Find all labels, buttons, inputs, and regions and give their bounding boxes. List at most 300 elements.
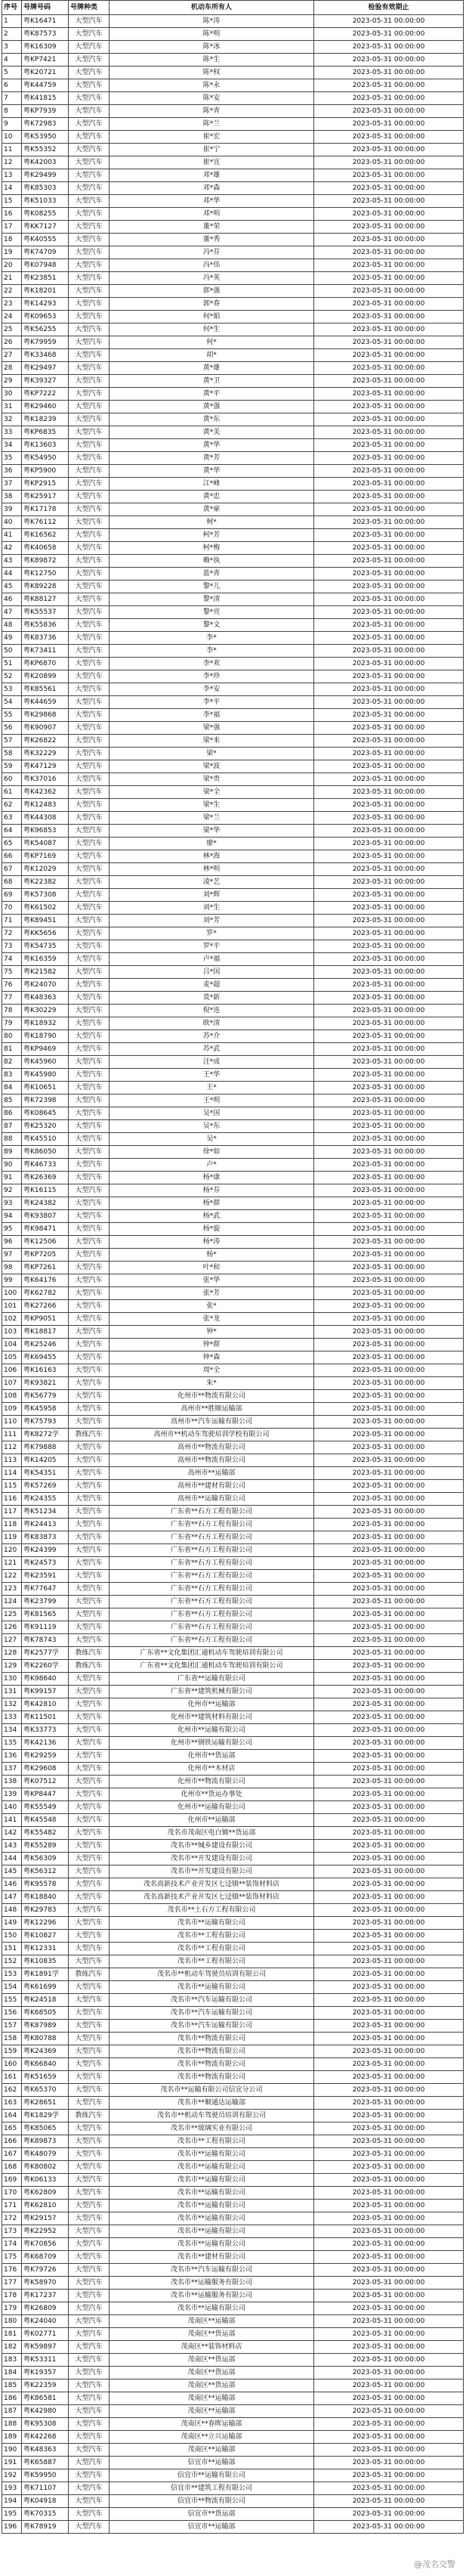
plate-number: 粤K12296 — [22, 1917, 69, 1930]
table-row — [2, 2110, 464, 2122]
table-row — [2, 786, 464, 799]
inspection-expiry: 2023-05-31 00:00:00 — [314, 1030, 464, 1043]
vehicle-owner: 吴*东 — [110, 1120, 314, 1133]
inspection-expiry: 2023-05-31 00:00:00 — [314, 1788, 464, 1801]
inspection-expiry: 2023-05-31 00:00:00 — [314, 966, 464, 979]
vehicle-owner: 化州市**运输有限公司 — [110, 1801, 314, 1814]
vehicle-owner: 茂南区**货运部 — [110, 2379, 314, 2392]
row-index: 135 — [2, 1737, 22, 1750]
vehicle-owner: 邓*森 — [110, 182, 314, 195]
plate-number: 粤K61699 — [22, 1981, 69, 1994]
plate-number: 粤K16359 — [22, 953, 69, 966]
table-row — [2, 2431, 464, 2444]
table-row — [2, 131, 464, 144]
row-index: 5 — [2, 67, 22, 79]
vehicle-owner: 茂南区**货运部 — [110, 2328, 314, 2341]
table-row — [2, 1557, 464, 1570]
plate-type: 大型汽车 — [69, 2007, 110, 2020]
vehicle-owner: 何* — [110, 336, 314, 349]
inspection-expiry: 2023-05-31 00:00:00 — [314, 2405, 464, 2418]
plate-number: 粤K79726 — [22, 2264, 69, 2277]
table-row — [2, 2521, 464, 2534]
plate-type: 大型汽车 — [69, 606, 110, 619]
plate-type: 大型汽车 — [69, 863, 110, 876]
plate-number: 粤K55289 — [22, 1840, 69, 1853]
plate-number: 粤K78919 — [22, 2521, 69, 2534]
row-index: 147 — [2, 1891, 22, 1904]
vehicle-owner: 高州市**物流有限公司 — [110, 1441, 314, 1454]
inspection-expiry: 2023-05-31 00:00:00 — [314, 1094, 464, 1107]
inspection-expiry: 2023-05-31 00:00:00 — [314, 2495, 464, 2508]
vehicle-owner: 董*秀 — [110, 234, 314, 246]
row-index: 155 — [2, 1994, 22, 2007]
row-index: 168 — [2, 2161, 22, 2174]
row-index: 62 — [2, 799, 22, 812]
table-row — [2, 2354, 464, 2367]
table-row — [2, 336, 464, 349]
plate-number: 粤K70856 — [22, 2238, 69, 2251]
vehicle-owner: 高州市**建材有限公司 — [110, 1480, 314, 1493]
plate-number: 粤K55482 — [22, 1827, 69, 1840]
row-index: 64 — [2, 825, 22, 838]
table-row — [2, 169, 464, 182]
plate-type: 大型汽车 — [69, 1030, 110, 1043]
table-row — [2, 760, 464, 773]
inspection-expiry: 2023-05-31 00:00:00 — [314, 478, 464, 491]
vehicle-owner: 茂名市**运输服务有限公司 — [110, 2290, 314, 2302]
plate-type: 教练汽车 — [69, 1647, 110, 1660]
vehicle-owner: 茂名市**物流有限公司 — [110, 2071, 314, 2084]
inspection-expiry: 2023-05-31 00:00:00 — [314, 1891, 464, 1904]
plate-number: 粤K04918 — [22, 2495, 69, 2508]
table-row — [2, 2148, 464, 2161]
table-row — [2, 118, 464, 131]
plate-number: 粤K93807 — [22, 1210, 69, 1223]
plate-number: 粤K08645 — [22, 1107, 69, 1120]
vehicle-owner: 茂名市**运输有限公司 — [110, 2302, 314, 2315]
vehicle-owner: 茂名市**建材有限公司 — [110, 2251, 314, 2264]
plate-number: 粤K89872 — [22, 555, 69, 568]
plate-type: 大型汽车 — [69, 979, 110, 992]
vehicle-owner: 梁*波 — [110, 760, 314, 773]
inspection-expiry: 2023-05-31 00:00:00 — [314, 1390, 464, 1403]
inspection-expiry: 2023-05-31 00:00:00 — [314, 683, 464, 696]
table-row — [2, 632, 464, 645]
plate-type: 大型汽车 — [69, 1416, 110, 1429]
inspection-expiry: 2023-05-31 00:00:00 — [314, 234, 464, 246]
inspection-expiry: 2023-05-31 00:00:00 — [314, 581, 464, 593]
table-row — [2, 1853, 464, 1865]
table-row — [2, 2174, 464, 2187]
plate-number: 粤K24369 — [22, 2045, 69, 2058]
plate-type: 大型汽车 — [69, 1608, 110, 1621]
vehicle-owner: 刘*辉 — [110, 889, 314, 902]
plate-number: 粤K29499 — [22, 169, 69, 182]
vehicle-owner: 广东省**石方工程有限公司 — [110, 1506, 314, 1519]
inspection-expiry: 2023-05-31 00:00:00 — [314, 1917, 464, 1930]
row-index: 133 — [2, 1711, 22, 1724]
table-row — [2, 696, 464, 709]
row-index: 96 — [2, 1236, 22, 1249]
inspection-expiry: 2023-05-31 00:00:00 — [314, 2148, 464, 2161]
table-row — [2, 915, 464, 927]
vehicle-owner: 化州市**运输部 — [110, 1814, 314, 1827]
vehicle-owner: 欧*清 — [110, 1017, 314, 1030]
plate-number: 粤KP7169 — [22, 850, 69, 863]
plate-number: 粤K2260学 — [22, 1660, 69, 1673]
plate-number: 粤KK7127 — [22, 221, 69, 234]
inspection-expiry: 2023-05-31 00:00:00 — [314, 2418, 464, 2431]
plate-number: 粤K51234 — [22, 1506, 69, 1519]
inspection-expiry: 2023-05-31 00:00:00 — [314, 1377, 464, 1390]
plate-type: 大型汽车 — [69, 1891, 110, 1904]
row-index: 95 — [2, 1223, 22, 1236]
plate-type: 大型汽车 — [69, 413, 110, 426]
inspection-expiry: 2023-05-31 00:00:00 — [314, 1493, 464, 1506]
table-row — [2, 2045, 464, 2058]
inspection-expiry: 2023-05-31 00:00:00 — [314, 992, 464, 1005]
inspection-expiry: 2023-05-31 00:00:00 — [314, 658, 464, 670]
plate-number: 粤K16562 — [22, 529, 69, 542]
plate-type: 大型汽车 — [69, 1776, 110, 1788]
plate-type: 大型汽车 — [69, 1107, 110, 1120]
plate-number: 粤K33468 — [22, 349, 69, 362]
inspection-expiry: 2023-05-31 00:00:00 — [314, 953, 464, 966]
inspection-expiry: 2023-05-31 00:00:00 — [314, 2379, 464, 2392]
plate-type: 大型汽车 — [69, 195, 110, 208]
plate-number: 粤K18239 — [22, 413, 69, 426]
plate-number: 粤K12506 — [22, 1236, 69, 1249]
plate-number: 粤K62809 — [22, 2187, 69, 2200]
inspection-expiry: 2023-05-31 00:00:00 — [314, 2431, 464, 2444]
vehicle-owner: 叶*和 — [110, 1262, 314, 1274]
plate-number: 粤K89873 — [22, 2135, 69, 2148]
table-row — [2, 1801, 464, 1814]
plate-number: 粤K12029 — [22, 863, 69, 876]
plate-type: 大型汽车 — [69, 1184, 110, 1197]
plate-number: 粤K12750 — [22, 568, 69, 581]
vehicle-owner: 陈*兰 — [110, 118, 314, 131]
inspection-expiry: 2023-05-31 00:00:00 — [314, 1403, 464, 1416]
table-row — [2, 1223, 464, 1236]
inspection-table — [2, 0, 464, 2534]
row-index: 180 — [2, 2315, 22, 2328]
plate-number: 粤K86050 — [22, 1146, 69, 1159]
table-row — [2, 2071, 464, 2084]
row-index: 103 — [2, 1326, 22, 1339]
plate-number: 粤K29259 — [22, 1750, 69, 1763]
table-row — [2, 2212, 464, 2225]
plate-number: 粤K90907 — [22, 722, 69, 735]
inspection-expiry: 2023-05-31 00:00:00 — [314, 1865, 464, 1878]
inspection-expiry: 2023-05-31 00:00:00 — [314, 1364, 464, 1377]
table-row — [2, 2469, 464, 2482]
inspection-expiry: 2023-05-31 00:00:00 — [314, 927, 464, 940]
vehicle-owner: 崔*宜 — [110, 156, 314, 169]
vehicle-owner: 李*欢 — [110, 658, 314, 670]
vehicle-owner: 广东省**石方工程有限公司 — [110, 1531, 314, 1544]
table-row — [2, 221, 464, 234]
row-index: 111 — [2, 1429, 22, 1441]
inspection-expiry: 2023-05-31 00:00:00 — [314, 735, 464, 748]
plate-type: 大型汽车 — [69, 555, 110, 568]
inspection-expiry: 2023-05-31 00:00:00 — [314, 2277, 464, 2290]
vehicle-owner: 倪*连 — [110, 1005, 314, 1017]
plate-number: 粤K44308 — [22, 812, 69, 825]
inspection-expiry: 2023-05-31 00:00:00 — [314, 1210, 464, 1223]
vehicle-owner: 高州市**汽车运输有限公司 — [110, 1416, 314, 1429]
inspection-expiry: 2023-05-31 00:00:00 — [314, 2315, 464, 2328]
vehicle-owner: 黄*平 — [110, 388, 314, 401]
inspection-expiry: 2023-05-31 00:00:00 — [314, 2225, 464, 2238]
inspection-expiry: 2023-05-31 00:00:00 — [314, 1968, 464, 1981]
vehicle-owner: 黄*芳 — [110, 452, 314, 465]
row-index: 130 — [2, 1673, 22, 1686]
inspection-expiry: 2023-05-31 00:00:00 — [314, 2020, 464, 2033]
plate-number: 粤K18201 — [22, 285, 69, 298]
inspection-expiry: 2023-05-31 00:00:00 — [314, 760, 464, 773]
plate-type: 大型汽车 — [69, 2161, 110, 2174]
plate-number: 粤K33773 — [22, 1724, 69, 1737]
plate-number: 粤K14205 — [22, 1454, 69, 1467]
plate-number: 粤K30229 — [22, 1005, 69, 1017]
table-row — [2, 1608, 464, 1621]
plate-type: 大型汽车 — [69, 2405, 110, 2418]
row-index: 69 — [2, 889, 22, 902]
inspection-expiry: 2023-05-31 00:00:00 — [314, 105, 464, 118]
plate-number: 粤K22359 — [22, 2379, 69, 2392]
inspection-expiry: 2023-05-31 00:00:00 — [314, 1686, 464, 1698]
vehicle-owner: 高州市**机动车驾驶培训学校有限公司 — [110, 1429, 314, 1441]
vehicle-owner: 张*芳 — [110, 1287, 314, 1300]
plate-type: 大型汽车 — [69, 2379, 110, 2392]
plate-type: 大型汽车 — [69, 452, 110, 465]
row-index: 110 — [2, 1416, 22, 1429]
row-index: 117 — [2, 1506, 22, 1519]
row-index: 23 — [2, 298, 22, 311]
row-index: 142 — [2, 1827, 22, 1840]
row-index: 74 — [2, 953, 22, 966]
vehicle-owner: 信宜市**运输有限公司 — [110, 2469, 314, 2482]
row-index: 18 — [2, 234, 22, 246]
inspection-expiry: 2023-05-31 00:00:00 — [314, 1262, 464, 1274]
inspection-expiry: 2023-05-31 00:00:00 — [314, 1737, 464, 1750]
plate-type: 大型汽车 — [69, 2315, 110, 2328]
plate-number: 粤K98640 — [22, 1673, 69, 1686]
table-row — [2, 838, 464, 850]
inspection-expiry: 2023-05-31 00:00:00 — [314, 876, 464, 889]
vehicle-owner: 信宜市**运输部 — [110, 2521, 314, 2534]
row-index: 91 — [2, 1172, 22, 1184]
vehicle-owner: 茂南区**运输部 — [110, 2444, 314, 2457]
row-index: 1 — [2, 15, 22, 28]
row-index: 183 — [2, 2354, 22, 2367]
inspection-expiry: 2023-05-31 00:00:00 — [314, 1763, 464, 1776]
inspection-expiry: 2023-05-31 00:00:00 — [314, 1107, 464, 1120]
inspection-expiry: 2023-05-31 00:00:00 — [314, 1660, 464, 1673]
plate-number: 粤K93821 — [22, 1377, 69, 1390]
row-index: 67 — [2, 863, 22, 876]
table-row — [2, 195, 464, 208]
plate-type: 大型汽车 — [69, 1172, 110, 1184]
plate-number: 粤K65887 — [22, 2457, 69, 2469]
plate-number: 粤K87989 — [22, 2020, 69, 2033]
row-index: 172 — [2, 2212, 22, 2225]
inspection-expiry: 2023-05-31 00:00:00 — [314, 1531, 464, 1544]
plate-number: 粤K81565 — [22, 1608, 69, 1621]
row-index: 127 — [2, 1634, 22, 1647]
vehicle-owner: 冯*伟 — [110, 259, 314, 272]
table-row — [2, 645, 464, 658]
row-index: 182 — [2, 2341, 22, 2354]
row-index: 89 — [2, 1146, 22, 1159]
table-row — [2, 1313, 464, 1326]
plate-type: 大型汽车 — [69, 2418, 110, 2431]
inspection-expiry: 2023-05-31 00:00:00 — [314, 645, 464, 658]
plate-type: 大型汽车 — [69, 1814, 110, 1827]
plate-type: 大型汽车 — [69, 876, 110, 889]
table-row — [2, 79, 464, 92]
table-row — [2, 529, 464, 542]
header-inspection-expiry: 检验有效期止 — [314, 1, 464, 15]
plate-number: 粤K29868 — [22, 709, 69, 722]
plate-number: 粤K07512 — [22, 1776, 69, 1788]
table-row — [2, 2122, 464, 2135]
table-row — [2, 144, 464, 156]
inspection-expiry: 2023-05-31 00:00:00 — [314, 2033, 464, 2045]
plate-type: 大型汽车 — [69, 1994, 110, 2007]
plate-number: 粤K24382 — [22, 1197, 69, 1210]
plate-type: 大型汽车 — [69, 992, 110, 1005]
plate-number: 粤K59897 — [22, 2341, 69, 2354]
vehicle-owner: 广东省**石方工程有限公司 — [110, 1608, 314, 1621]
vehicle-owner: 广东省**石方工程有限公司 — [110, 1621, 314, 1634]
table-row — [2, 1814, 464, 1827]
vehicle-owner: 广东省**运输有限公司 — [110, 1673, 314, 1686]
vehicle-owner: 茂名市**开发建设有限公司 — [110, 1853, 314, 1865]
vehicle-owner: 茂名市**运输有限公司 — [110, 2200, 314, 2212]
table-row — [2, 1634, 464, 1647]
plate-number: 粤KP7939 — [22, 105, 69, 118]
table-row — [2, 349, 464, 362]
table-row — [2, 1429, 464, 1441]
row-index: 193 — [2, 2482, 22, 2495]
table-row — [2, 1364, 464, 1377]
table-row — [2, 876, 464, 889]
row-index: 21 — [2, 272, 22, 285]
vehicle-owner: 黎*文 — [110, 619, 314, 632]
inspection-expiry: 2023-05-31 00:00:00 — [314, 272, 464, 285]
plate-number: 粤K77647 — [22, 1583, 69, 1596]
inspection-expiry: 2023-05-31 00:00:00 — [314, 2097, 464, 2110]
plate-number: 粤K39327 — [22, 375, 69, 388]
table-row — [2, 1197, 464, 1210]
vehicle-owner: 陈*明 — [110, 28, 314, 41]
row-index: 30 — [2, 388, 22, 401]
plate-type: 大型汽车 — [69, 1056, 110, 1069]
row-index: 140 — [2, 1801, 22, 1814]
vehicle-owner: 高州市**运输部 — [110, 1467, 314, 1480]
plate-type: 大型汽车 — [69, 940, 110, 953]
plate-number: 粤K54950 — [22, 452, 69, 465]
inspection-expiry: 2023-05-31 00:00:00 — [314, 1814, 464, 1827]
plate-number: 粤K62810 — [22, 2200, 69, 2212]
plate-type: 大型汽车 — [69, 388, 110, 401]
plate-type: 大型汽车 — [69, 221, 110, 234]
table-row — [2, 491, 464, 503]
plate-number: 粤K62782 — [22, 1287, 69, 1300]
plate-type: 大型汽车 — [69, 375, 110, 388]
vehicle-owner: 黄*忠 — [110, 491, 314, 503]
table-row — [2, 1904, 464, 1917]
row-index: 122 — [2, 1570, 22, 1583]
table-row — [2, 2251, 464, 2264]
vehicle-owner: 郭*春 — [110, 298, 314, 311]
table-row — [2, 1377, 464, 1390]
row-index: 112 — [2, 1441, 22, 1454]
plate-type: 大型汽车 — [69, 1082, 110, 1094]
plate-type: 大型汽车 — [69, 683, 110, 696]
vehicle-owner: 罗*平 — [110, 940, 314, 953]
vehicle-owner: 化州市**钢铁运输有限公司 — [110, 1737, 314, 1750]
vehicle-owner: 茂名市**物流有限公司 — [110, 2033, 314, 2045]
inspection-expiry: 2023-05-31 00:00:00 — [314, 182, 464, 195]
vehicle-owner: 钟*群 — [110, 1339, 314, 1351]
plate-type: 大型汽车 — [69, 1326, 110, 1339]
plate-type: 大型汽车 — [69, 2071, 110, 2084]
table-row — [2, 1698, 464, 1711]
row-index: 138 — [2, 1776, 22, 1788]
inspection-expiry: 2023-05-31 00:00:00 — [314, 1326, 464, 1339]
row-index: 76 — [2, 979, 22, 992]
plate-type: 大型汽车 — [69, 2354, 110, 2367]
plate-type: 大型汽车 — [69, 131, 110, 144]
row-index: 145 — [2, 1865, 22, 1878]
inspection-expiry: 2023-05-31 00:00:00 — [314, 1339, 464, 1351]
plate-type: 大型汽车 — [69, 1159, 110, 1172]
vehicle-owner: 梁*全 — [110, 786, 314, 799]
row-index: 114 — [2, 1467, 22, 1480]
plate-type: 大型汽车 — [69, 1017, 110, 1030]
table-row — [2, 1519, 464, 1531]
inspection-expiry: 2023-05-31 00:00:00 — [314, 529, 464, 542]
row-index: 42 — [2, 542, 22, 555]
row-index: 119 — [2, 1531, 22, 1544]
plate-number: 粤K16471 — [22, 15, 69, 28]
plate-number: 粤K12483 — [22, 799, 69, 812]
vehicle-owner: 朱* — [110, 1377, 314, 1390]
plate-type: 大型汽车 — [69, 2290, 110, 2302]
plate-type: 大型汽车 — [69, 439, 110, 452]
plate-type: 大型汽车 — [69, 465, 110, 478]
inspection-expiry: 2023-05-31 00:00:00 — [314, 413, 464, 426]
vehicle-owner: 钟*森 — [110, 1351, 314, 1364]
plate-number: 粤K66840 — [22, 2058, 69, 2071]
table-row — [2, 799, 464, 812]
inspection-expiry: 2023-05-31 00:00:00 — [314, 1300, 464, 1313]
row-index: 90 — [2, 1159, 22, 1172]
vehicle-owner: 苏*介 — [110, 1030, 314, 1043]
row-index: 12 — [2, 156, 22, 169]
row-index: 54 — [2, 696, 22, 709]
vehicle-owner: 信宜市**建筑工程有限公司 — [110, 2482, 314, 2495]
table-row — [2, 1917, 464, 1930]
row-index: 61 — [2, 786, 22, 799]
table-row — [2, 863, 464, 876]
inspection-expiry: 2023-05-31 00:00:00 — [314, 156, 464, 169]
table-row — [2, 940, 464, 953]
table-row — [2, 1005, 464, 1017]
